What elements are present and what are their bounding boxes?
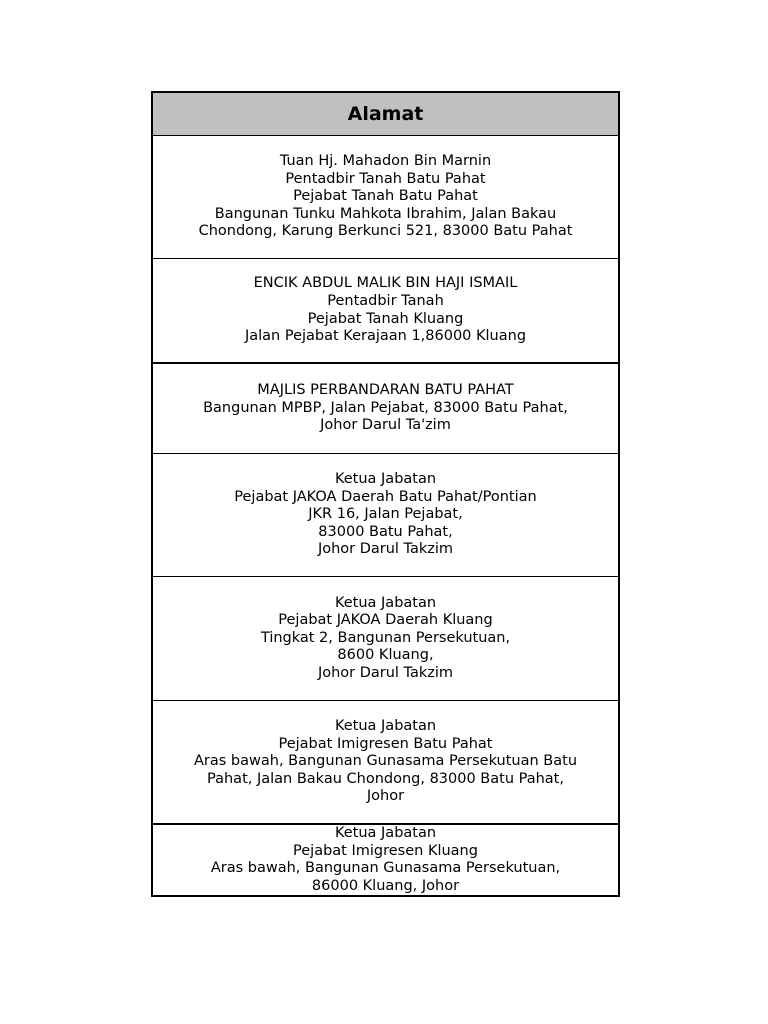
address-line: Tuan Hj. Mahadon Bin Marnin <box>279 153 492 170</box>
address-line: ENCIK ABDUL MALIK BIN HAJI ISMAIL <box>253 275 518 292</box>
address-cell <box>261 595 510 683</box>
table-row <box>153 136 618 259</box>
table-header <box>153 93 618 136</box>
address-line: 8600 Kluang, <box>337 647 434 664</box>
address-line: Pentadbir Tanah Batu Pahat <box>285 170 486 187</box>
address-line: Pentadbir Tanah <box>327 292 444 309</box>
address-line: Ketua Jabatan <box>334 471 437 488</box>
address-line: Bangunan Tunku Mahkota Ibrahim, Jalan Bakau <box>214 205 557 222</box>
address-cell <box>211 825 560 895</box>
address-cell <box>203 382 568 435</box>
address-line: Pahat, Jalan Bakau Chondong, 83000 Batu Pahat, <box>207 770 564 787</box>
address-line: Johor <box>366 788 405 805</box>
table-row <box>153 364 618 454</box>
address-line: Pejabat JAKOA Daerah Batu Pahat/Pontian <box>234 488 537 505</box>
table-row <box>153 454 618 577</box>
table-row <box>153 259 618 364</box>
address-line: Chondong, Karung Berkunci 521, 83000 Batu Pahat <box>198 223 573 240</box>
header-label: Alamat <box>347 103 424 125</box>
address-line: Pejabat JAKOA Daerah Kluang <box>278 612 493 629</box>
table-row <box>153 701 618 825</box>
address-line: Johor Darul Takzim <box>317 541 454 558</box>
address-line: Pejabat Tanah Batu Pahat <box>293 188 478 205</box>
address-line: Ketua Jabatan <box>334 825 437 841</box>
address-line: Jalan Pejabat Kerajaan 1,86000 Kluang <box>244 328 527 345</box>
address-line: Aras bawah, Bangunan Gunasama Persekutuan Batu <box>193 753 578 770</box>
address-line: 83000 Batu Pahat, <box>318 523 453 540</box>
address-line: Ketua Jabatan <box>334 718 437 735</box>
address-table <box>151 91 620 897</box>
address-cell <box>245 275 526 345</box>
address-cell <box>194 718 577 806</box>
address-cell <box>199 153 573 241</box>
table-row <box>153 825 618 895</box>
address-cell <box>234 471 536 559</box>
address-line: Johor Darul Takzim <box>317 664 454 681</box>
address-line: MAJLIS PERBANDARAN BATU PAHAT <box>257 382 514 399</box>
address-line: Johor Darul Ta'zim <box>320 417 451 434</box>
address-line: 86000 Kluang, Johor <box>311 877 460 894</box>
address-line: Pejabat Tanah Kluang <box>307 310 464 327</box>
address-line: JKR 16, Jalan Pejabat, <box>308 506 463 523</box>
address-line: Pejabat Imigresen Batu Pahat <box>278 735 493 752</box>
address-line: Aras bawah, Bangunan Gunasama Persekutuan, <box>210 860 561 877</box>
address-line: Pejabat Imigresen Kluang <box>293 842 478 859</box>
table-row <box>153 577 618 701</box>
address-line: Bangunan MPBP, Jalan Pejabat, 83000 Batu Pahat, <box>203 399 568 416</box>
address-line: Ketua Jabatan <box>334 594 437 611</box>
address-line: Tingkat 2, Bangunan Persekutuan, <box>260 629 511 646</box>
